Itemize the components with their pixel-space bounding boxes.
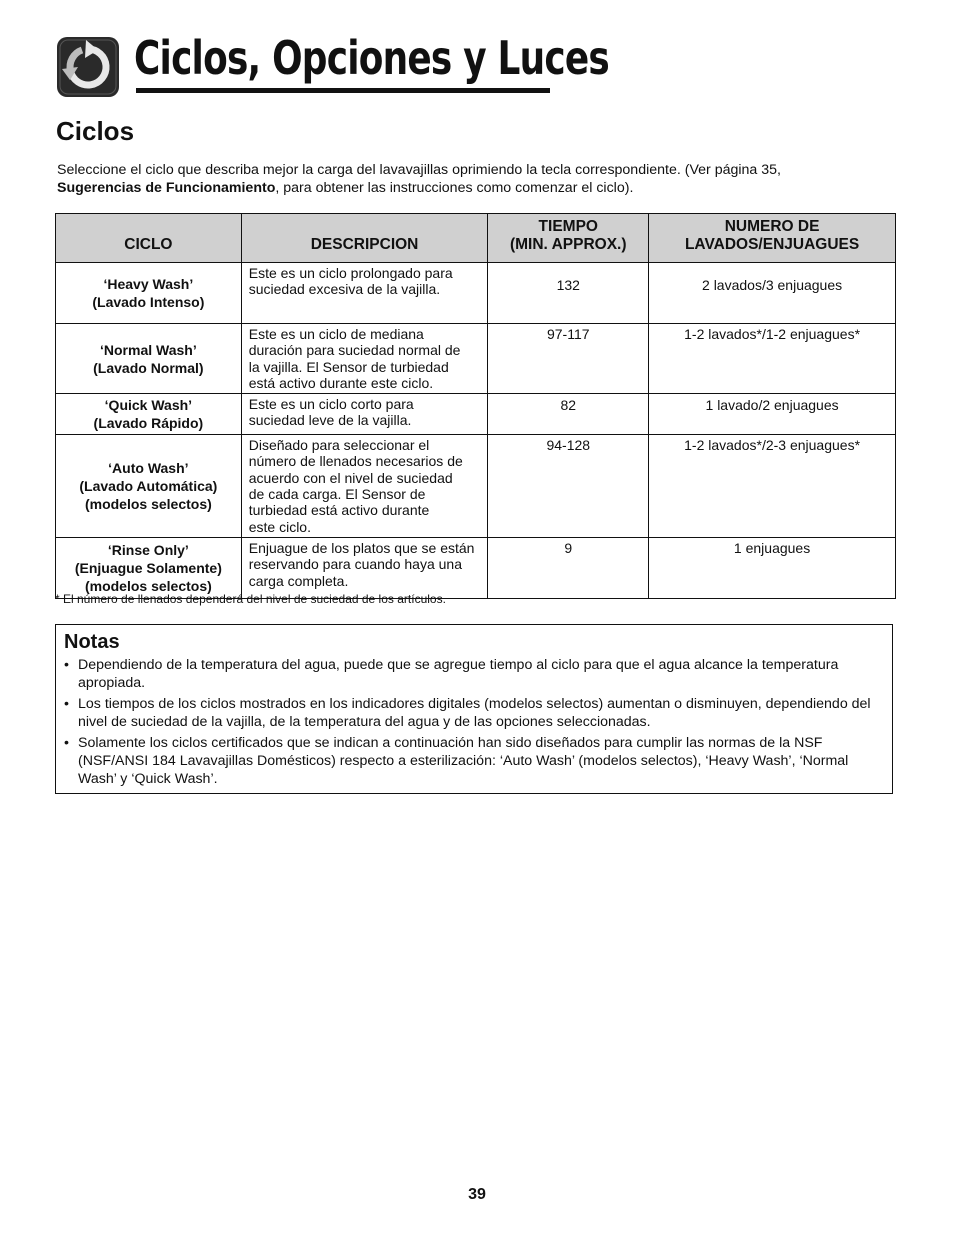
description-cell: [241, 435, 488, 538]
description-line: suciedad excesiva de la vajilla.: [248, 281, 441, 298]
header-cycle: CICLO: [56, 214, 242, 263]
cycle-name-es: (Enjuague Solamente): [74, 560, 222, 577]
note-text: Dependiendo de la temperatura del agua, puede que se agregue tiempo al ciclo para que el agua alcance la temperatura apropiada.: [78, 657, 839, 691]
cycles-table: [55, 213, 896, 599]
note-text: Los tiempos de los ciclos mostrados en los indicadores digitales (modelos selectos) aumentan o disminuyen, dependiendo del nivel de suciedad de la vajilla, de la temperatura del agua y de las opciones seleccionadas.: [78, 696, 871, 730]
count-cell: 2 lavados/3 enjuagues: [649, 263, 896, 324]
header-count: [649, 214, 896, 263]
cycle-name: ‘Rinse Only’: [107, 542, 189, 559]
cycle-models-note: (modelos selectos): [84, 496, 212, 513]
cycle-cell: [56, 324, 242, 394]
cycle-name-es: (Lavado Intenso): [92, 294, 205, 310]
description-line: Enjuague de los platos que se están: [248, 540, 475, 557]
table-row: [56, 435, 896, 538]
time-cell: 82: [488, 394, 649, 435]
header-time: [488, 214, 649, 263]
description-line: está activo durante este ciclo.: [248, 374, 434, 391]
cycle-name: ‘Quick Wash’: [104, 397, 193, 414]
section-title: Ciclos: [56, 116, 135, 146]
header-time-line1: TIEMPO: [538, 218, 598, 235]
table-row: [56, 394, 896, 435]
description-line: duración para suciedad normal de: [248, 342, 461, 359]
list-item: [64, 656, 884, 692]
header-count-line2: LAVADOS/ENJUAGUES: [684, 236, 860, 253]
header-count-line1: NUMERO DE: [724, 218, 820, 235]
intro-bold-reference: Sugerencias de Funcionamiento: [57, 180, 276, 196]
table-row: [56, 263, 896, 324]
cycle-name-es: (Lavado Rápido): [93, 415, 204, 432]
cycle-cell: [56, 394, 242, 435]
page-number: 39: [468, 1186, 486, 1203]
cycle-name-es: (Lavado Automática): [79, 478, 218, 495]
intro-text-part2: , para obtener las instrucciones como comenzar el ciclo).: [275, 180, 634, 196]
table-row: [56, 324, 896, 394]
cycle-cell: [56, 538, 242, 599]
description-cell: [241, 538, 488, 599]
cycle-name: ‘Normal Wash’: [100, 341, 197, 358]
count-cell: 1-2 lavados*/2-3 enjuagues*: [649, 435, 896, 538]
count-cell: 1 lavado/2 enjuagues: [649, 394, 896, 435]
title-underline: [136, 88, 550, 93]
time-cell: 97-117: [488, 324, 649, 394]
cycle-cell: [56, 263, 242, 324]
note-text: Solamente los ciclos certificados que se indican a continuación han sido diseñados para cumplir las normas de la NSF (NSF/ANSI 184 Lavavajillas Domésticos) respecto a esterilización: ‘Auto Wash’ (modelos selectos), ‘Heavy Wash’, ‘Normal Wash’ y ‘Quick Wash’.: [78, 735, 849, 787]
list-item: [64, 734, 884, 788]
bullet: •: [64, 735, 69, 751]
time-cell: 132: [488, 263, 649, 324]
description-line: número de llenados necesarios de: [248, 453, 463, 470]
description-line: reservando para cuando haya una: [248, 556, 463, 573]
notes-list: [64, 656, 884, 788]
description-cell: [241, 324, 488, 394]
description-line: Este es un ciclo prolongado para: [248, 265, 453, 281]
cycle-cell: [56, 435, 242, 538]
description-line: la vajilla. El Sensor de turbiedad: [248, 358, 449, 375]
count-cell: 1 enjuagues: [649, 538, 896, 599]
bullet: •: [64, 657, 69, 673]
cycle-name-es: (Lavado Normal): [93, 359, 204, 376]
cycle-arrows-icon: [56, 36, 120, 98]
description-line: Este es un ciclo corto para: [248, 396, 414, 413]
description-line: carga completa.: [248, 572, 349, 589]
description-line: Diseñado para seleccionar el: [248, 437, 430, 454]
cycle-models-note: (modelos selectos): [84, 578, 212, 595]
cycle-name: ‘Auto Wash’: [108, 460, 189, 477]
table-row: [56, 538, 896, 599]
intro-text-part1: Seleccione el ciclo que describa mejor la carga del lavavajillas oprimiendo la tecla correspondiente. (Ver página 35,: [57, 162, 781, 178]
description-cell: [241, 394, 488, 435]
list-item: [64, 695, 884, 731]
page-title: Ciclos, Opciones y Luces: [134, 31, 609, 85]
description-cell: [241, 263, 488, 324]
header-description: DESCRIPCION: [241, 214, 488, 263]
notes-title: Notas: [64, 631, 120, 653]
table-header-row: [56, 214, 896, 263]
intro-paragraph: [57, 161, 887, 197]
time-cell: 9: [488, 538, 649, 599]
description-line: suciedad leve de la vajilla.: [248, 412, 412, 429]
description-line: Este es un ciclo de mediana: [248, 326, 424, 342]
table-footnote: * El número de llenados dependerá del nivel de suciedad de los artículos.: [55, 592, 446, 606]
description-line: turbiedad está activo durante: [248, 502, 430, 519]
bullet: •: [64, 696, 69, 712]
time-cell: 94-128: [488, 435, 649, 538]
description-line: de cada carga. El Sensor de: [248, 486, 426, 503]
cycle-name: ‘Heavy Wash’: [103, 276, 194, 292]
header-time-line2: (MIN. APPROX.): [509, 236, 627, 253]
description-line: acuerdo con el nivel de suciedad: [248, 469, 453, 486]
description-line: este ciclo.: [248, 518, 311, 535]
notes-box: [55, 624, 893, 794]
count-cell: 1-2 lavados*/1-2 enjuagues*: [649, 324, 896, 394]
